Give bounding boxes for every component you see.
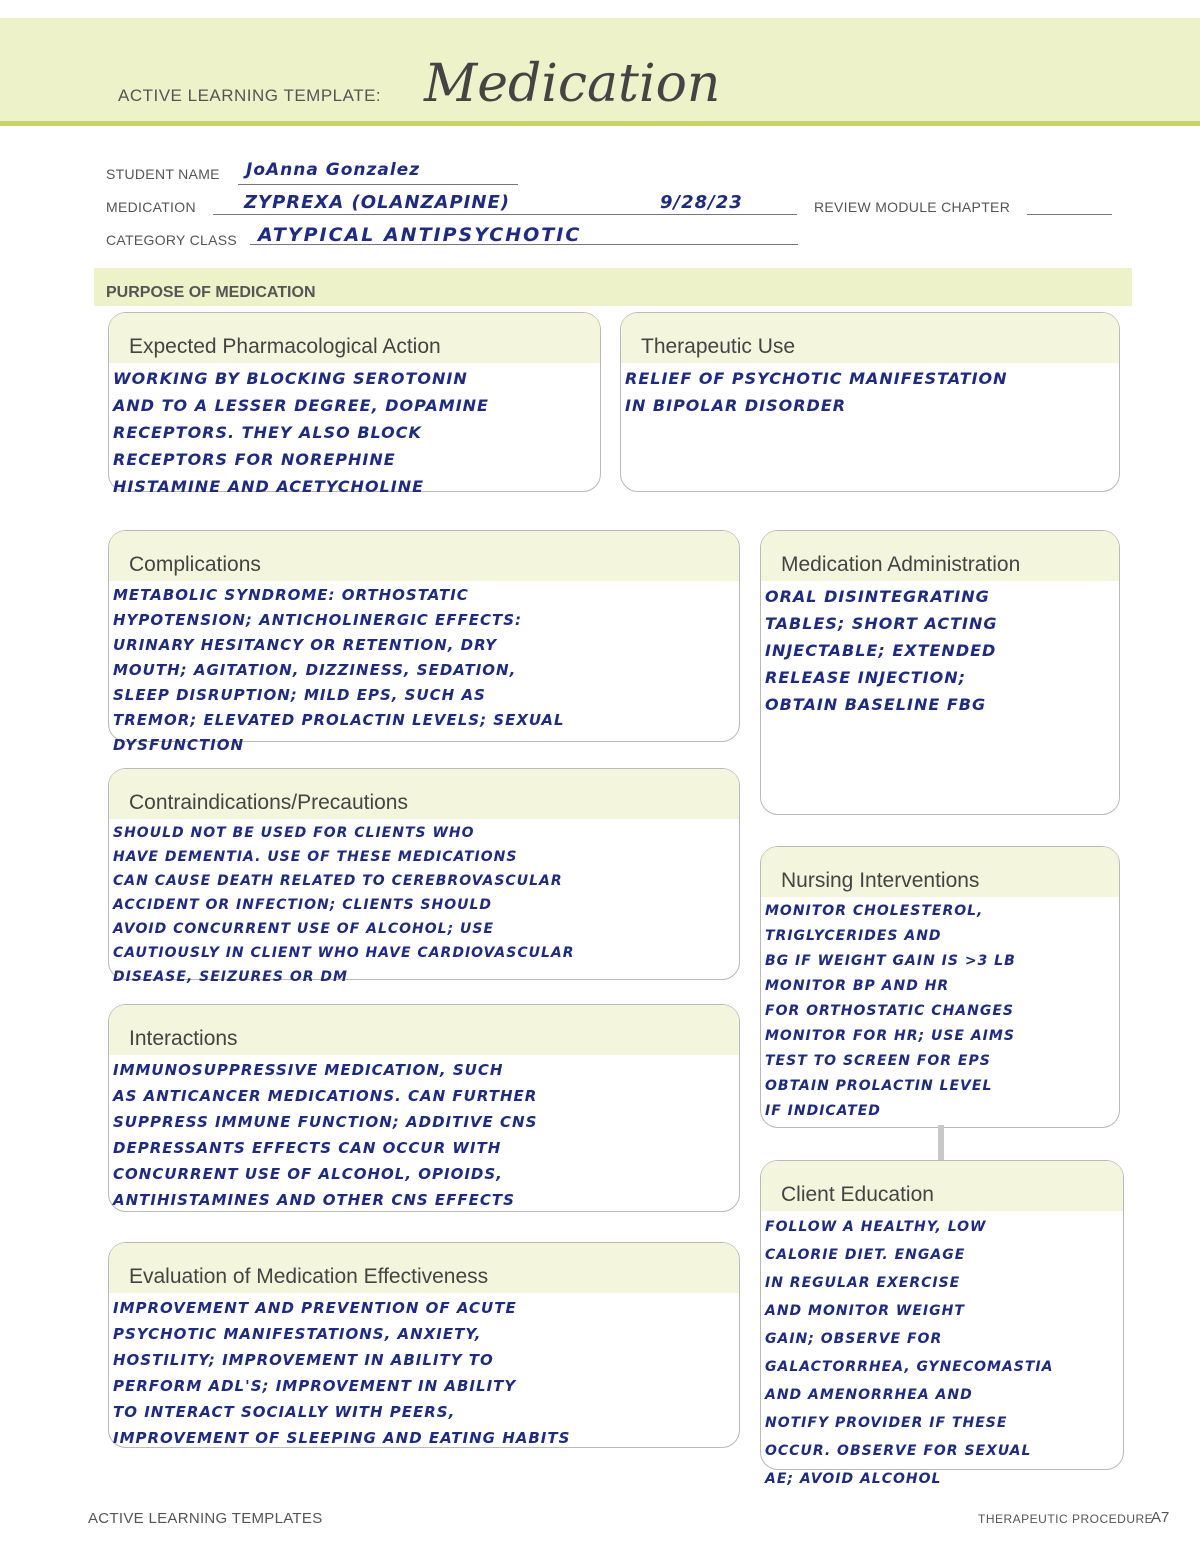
complications-title: Complications	[129, 553, 261, 576]
category-class-label: CATEGORY CLASS	[106, 232, 238, 248]
page-number: A7	[1151, 1509, 1170, 1526]
med-admin-box	[760, 530, 1120, 815]
interactions-title: Interactions	[129, 1027, 238, 1050]
pharm-action-text: WORKING BY BLOCKING SEROTONIN AND TO A LESSER DEGREE, DOPAMINE RECEPTORS. THEY ALSO BLOCK RECEPTORS FOR NOREPHINE HISTAMINE AND ACETYCHOLINE	[113, 369, 489, 496]
client-education-text: FOLLOW A HEALTHY, LOW CALORIE DIET. ENGAGE IN REGULAR EXERCISE AND MONITOR WEIGHT GAIN; OBSERVE FOR GALACTORRHEA, GYNECOMASTIA AND AMENORRHEA AND NOTIFY PROVIDER IF THESE OCCUR. OBSERVE FOR SEXUAL AE; AVOID ALCOHOL	[765, 1219, 1054, 1487]
category-class-line	[250, 244, 798, 245]
therapeutic-use-text: RELIEF OF PSYCHOTIC MANIFESTATION IN BIPOLAR DISORDER	[625, 369, 1008, 415]
footer-left: ACTIVE LEARNING TEMPLATES	[88, 1510, 323, 1527]
interactions-text: IMMUNOSUPPRESSIVE MEDICATION, SUCH AS ANTICANCER MEDICATIONS. CAN FURTHER SUPPRESS IMMUNE FUNCTION; ADDITIVE CNS DEPRESSANTS EFFECTS CAN OCCUR WITH CONCURRENT USE OF ALCOHOL, OPIOIDS, ANTIHISTAMINES AND OTHER CNS EFFECTS	[113, 1061, 538, 1209]
student-name-value: JoAnna Gonzalez	[246, 160, 421, 180]
nursing-interventions-box	[760, 846, 1120, 1128]
date-value: 9/28/23	[660, 192, 743, 213]
category-class-value: ATYPICAL ANTIPSYCHOTIC	[258, 224, 582, 246]
medication-label: MEDICATION	[106, 199, 196, 215]
med-admin-title: Medication Administration	[781, 553, 1021, 576]
pharm-action-box	[108, 312, 601, 496]
pharm-action-title: Expected Pharmacological Action	[129, 335, 441, 358]
box-connector	[938, 1125, 944, 1161]
medication-line	[213, 214, 797, 215]
complications-text: METABOLIC SYNDROME: ORTHOSTATIC HYPOTENSION; ANTICHOLINERGIC EFFECTS: URINARY HESITANCY OR RETENTION, DRY MOUTH; AGITATION, DIZZINESS, SEDATION, SLEEP DISRUPTION; MILD EPS, SUCH AS TREMOR; ELEVATED PROLACTIN LEVELS; SEXUAL DYSFUNCTION	[113, 586, 565, 754]
contraindications-box	[108, 768, 740, 985]
review-module-label: REVIEW MODULE CHAPTER	[814, 199, 1011, 215]
interactions-box	[108, 1004, 740, 1212]
med-admin-text: ORAL DISINTEGRATING TABLES; SHORT ACTING INJECTABLE; EXTENDED RELEASE INJECTION; OBTAIN BASELINE FBG	[765, 587, 998, 714]
purpose-label: PURPOSE OF MEDICATION	[106, 284, 316, 301]
nursing-interventions-title: Nursing Interventions	[781, 869, 980, 892]
contraindications-text: SHOULD NOT BE USED FOR CLIENTS WHO HAVE DEMENTIA. USE OF THESE MEDICATIONS CAN CAUSE DEATH RELATED TO CEREBROVASCULAR ACCIDENT OR INFECTION; CLIENTS SHOULD AVOID CONCURRENT USE OF ALCOHOL; USE CAUTIOUSLY IN CLIENT WHO HAVE CARDIOVASCULAR DISEASE, SEIZURES OR DM	[113, 825, 575, 985]
evaluation-title: Evaluation of Medication Effectiveness	[129, 1265, 489, 1288]
review-module-line	[1027, 214, 1112, 215]
contraindications-title: Contraindications/Precautions	[129, 791, 408, 814]
nursing-interventions-text: MONITOR CHOLESTEROL, TRIGLYCERIDES AND BG IF WEIGHT GAIN IS >3 LB MONITOR BP AND HR FOR ORTHOSTATIC CHANGES MONITOR FOR HR; USE AIMS TEST TO SCREEN FOR EPS OBTAIN PROLACTIN LEVEL IF INDICATED	[765, 903, 1016, 1119]
evaluation-box	[108, 1242, 740, 1448]
evaluation-text: IMPROVEMENT AND PREVENTION OF ACUTE PSYCHOTIC MANIFESTATIONS, ANXIETY, HOSTILITY; IMPROVEMENT IN ABILITY TO PERFORM ADL'S; IMPROVEMENT IN ABILITY TO INTERACT SOCIALLY WITH PEERS, IMPROVEMENT OF SLEEPING AND EATING HABITS	[113, 1299, 571, 1447]
student-name-line	[238, 184, 518, 185]
client-education-box	[760, 1160, 1124, 1487]
therapeutic-use-title: Therapeutic Use	[641, 335, 796, 358]
complications-box	[108, 530, 740, 754]
medication-value: ZYPREXA (OLANZAPINE)	[244, 192, 510, 213]
therapeutic-use-box	[620, 312, 1120, 492]
template-label: ACTIVE LEARNING TEMPLATE:	[118, 86, 382, 105]
footer-right: THERAPEUTIC PROCEDURE	[978, 1512, 1154, 1526]
client-education-title: Client Education	[781, 1183, 934, 1206]
page-title: Medication	[424, 54, 721, 114]
student-name-label: STUDENT NAME	[106, 166, 220, 182]
header-rule	[0, 121, 1200, 126]
